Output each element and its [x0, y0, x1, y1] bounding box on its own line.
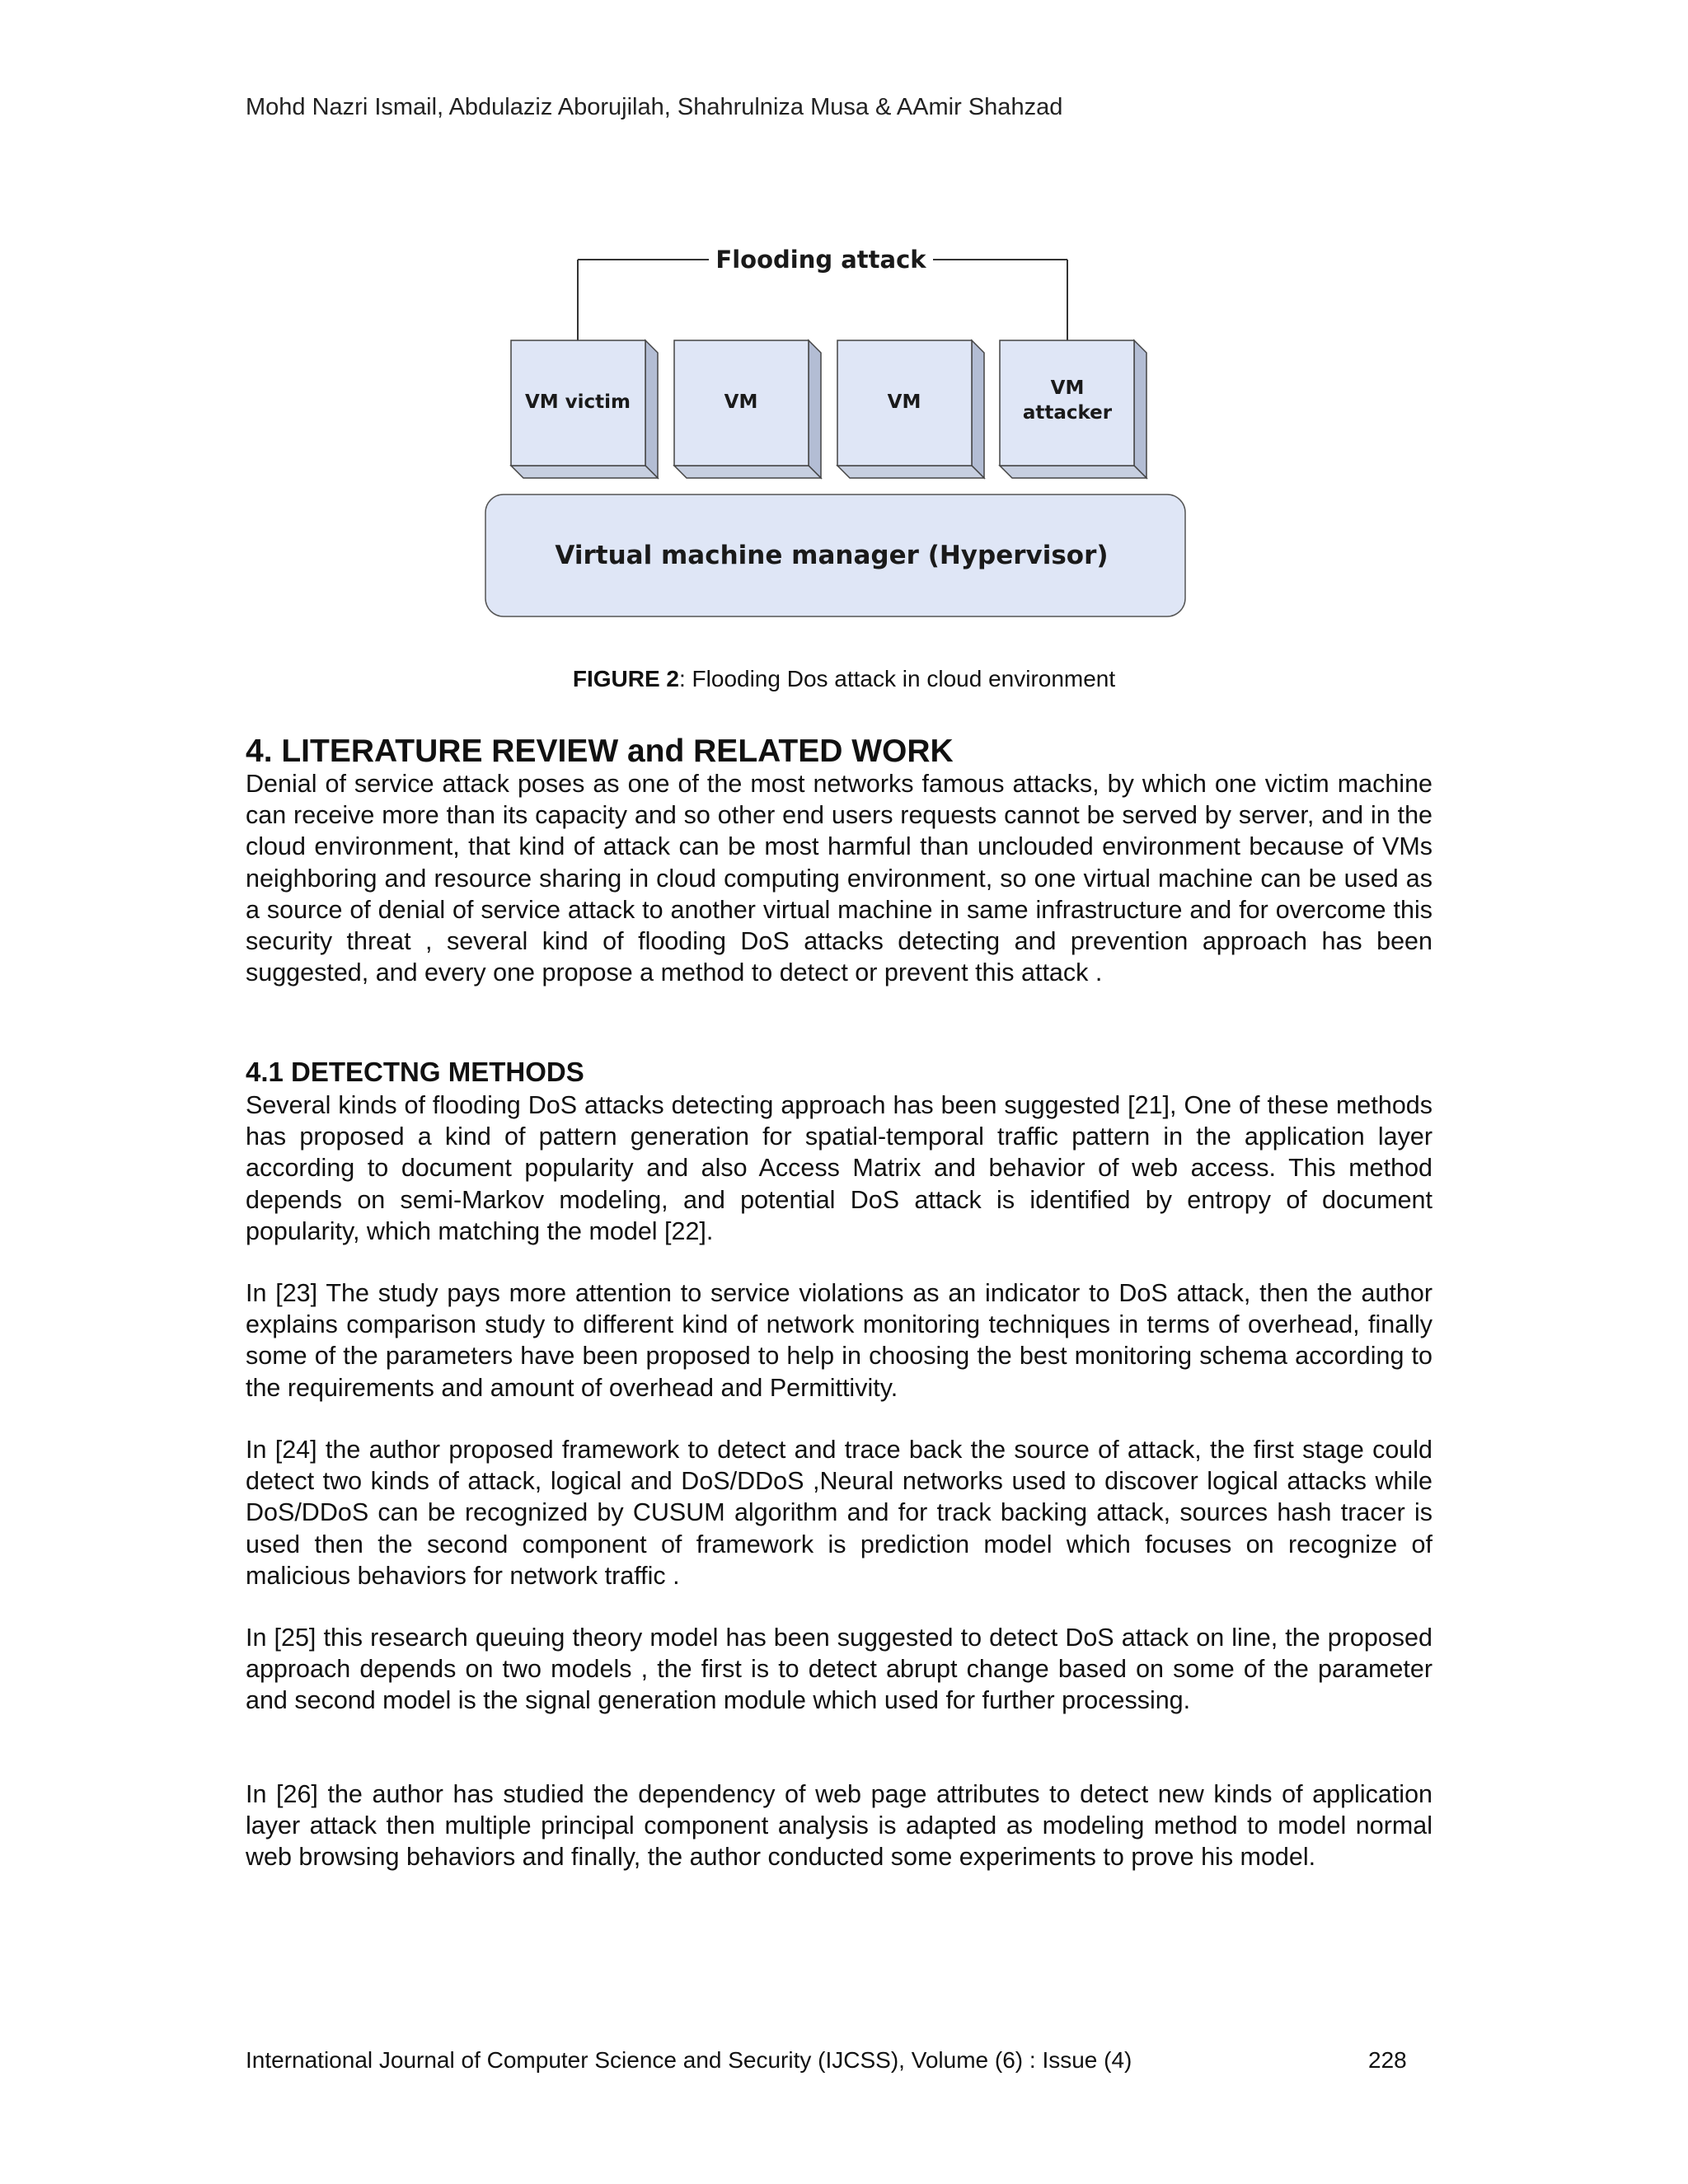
flooding-attack-label: Flooding attack [715, 246, 926, 274]
paragraph-ref-23: In [23] The study pays more attention to service violations as an indicator to DoS attack, then the author explains comparison study to different kind of network monitoring techniques in terms of overhead, finally some of the parameters have been proposed to help in choosing the best monitoring schema according to the requirements and amount of overhead and Permittivity. [246, 1279, 1432, 1402]
vm-attacker-box [1000, 340, 1146, 478]
figure-caption-label: FIGURE 2 [572, 666, 679, 691]
vm-victim-box [511, 340, 658, 478]
section-intro-paragraph: Denial of service attack poses as one of the most networks famous attacks, by which one victim machine can receive more than its capacity and so other end users requests cannot be served by server, and in the cloud environment, that kind of attack can be most harmful than unclouded environment because of VMs neighboring and resource sharing in cloud computing environment, so one virtual machine can be used as a source of denial of service attack to another virtual machine in same infrastructure and for overcome this security threat , several kind of flooding DoS attacks detecting and prevention approach has been suggested, and every one propose a method to detect or prevent this attack . [246, 770, 1432, 987]
vm-label-2: VM [887, 391, 921, 413]
vm-label-1: VM [724, 391, 758, 413]
running-header-authors: Mohd Nazri Ismail, Abdulaziz Aborujilah, Shahrulniza Musa & AAmir Shahzad [246, 94, 1063, 120]
paragraph-ref-25: In [25] this research queuing theory model has been suggested to detect DoS attack on line, the proposed approach depends on two models , the first is to detect abrupt change based on some of the parameter and second model is the signal generation module which used for further processing. [246, 1624, 1432, 1715]
paragraph-ref-26: In [26] the author has studied the dependency of web page attributes to detect new kinds of application layer attack then multiple principal component analysis is adapted as modeling method to model normal web browsing behaviors and finally, the author conducted some experiments to prove his model. [246, 1780, 1432, 1872]
paragraph-ref-24: In [24] the author proposed framework to detect and trace back the source of attack, the first stage could detect two kinds of attack, logical and DoS/DDoS ,Neural networks used to discover logical attacks while DoS/DDoS can be recognized by CUSUM algorithm and for track backing attack, sources hash tracer is used then the second component of framework is prediction model which focuses on recognize of malicious behaviors for network traffic . [246, 1436, 1432, 1590]
vm-box-2 [837, 340, 984, 478]
hypervisor-label: Virtual machine manager (Hypervisor) [555, 541, 1109, 570]
paragraph-detection-overview: Several kinds of flooding DoS attacks detecting approach has been suggested [21], One of these methods has proposed a kind of pattern generation for spatial-temporal traffic pattern in the application layer according to document popularity and also Access Matrix and behavior of web access. This method depends on semi-Markov modeling, and potential DoS attack is identified by entropy of document popularity, which matching the model [22]. [246, 1091, 1432, 1245]
vm-attacker-label-line2: attacker [1022, 402, 1113, 424]
footer-journal-citation: International Journal of Computer Science and Security (IJCSS), Volume (6) : Issue (4) [246, 2047, 1132, 2073]
vm-attacker-label-line1: VM [1050, 377, 1085, 399]
vm-victim-label: VM victim [524, 391, 631, 413]
figure-2-diagram [478, 243, 1195, 630]
vm-box-1 [674, 340, 821, 478]
figure-caption-text: : Flooding Dos attack in cloud environment [678, 666, 1116, 691]
figure-caption [0, 666, 1688, 692]
section-heading: 4. LITERATURE REVIEW and RELATED WORK [246, 733, 954, 769]
footer-page-number: 228 [1368, 2047, 1407, 2073]
hypervisor-box [485, 494, 1185, 616]
subsection-heading: 4.1 DETECTNG METHODS [246, 1057, 584, 1087]
